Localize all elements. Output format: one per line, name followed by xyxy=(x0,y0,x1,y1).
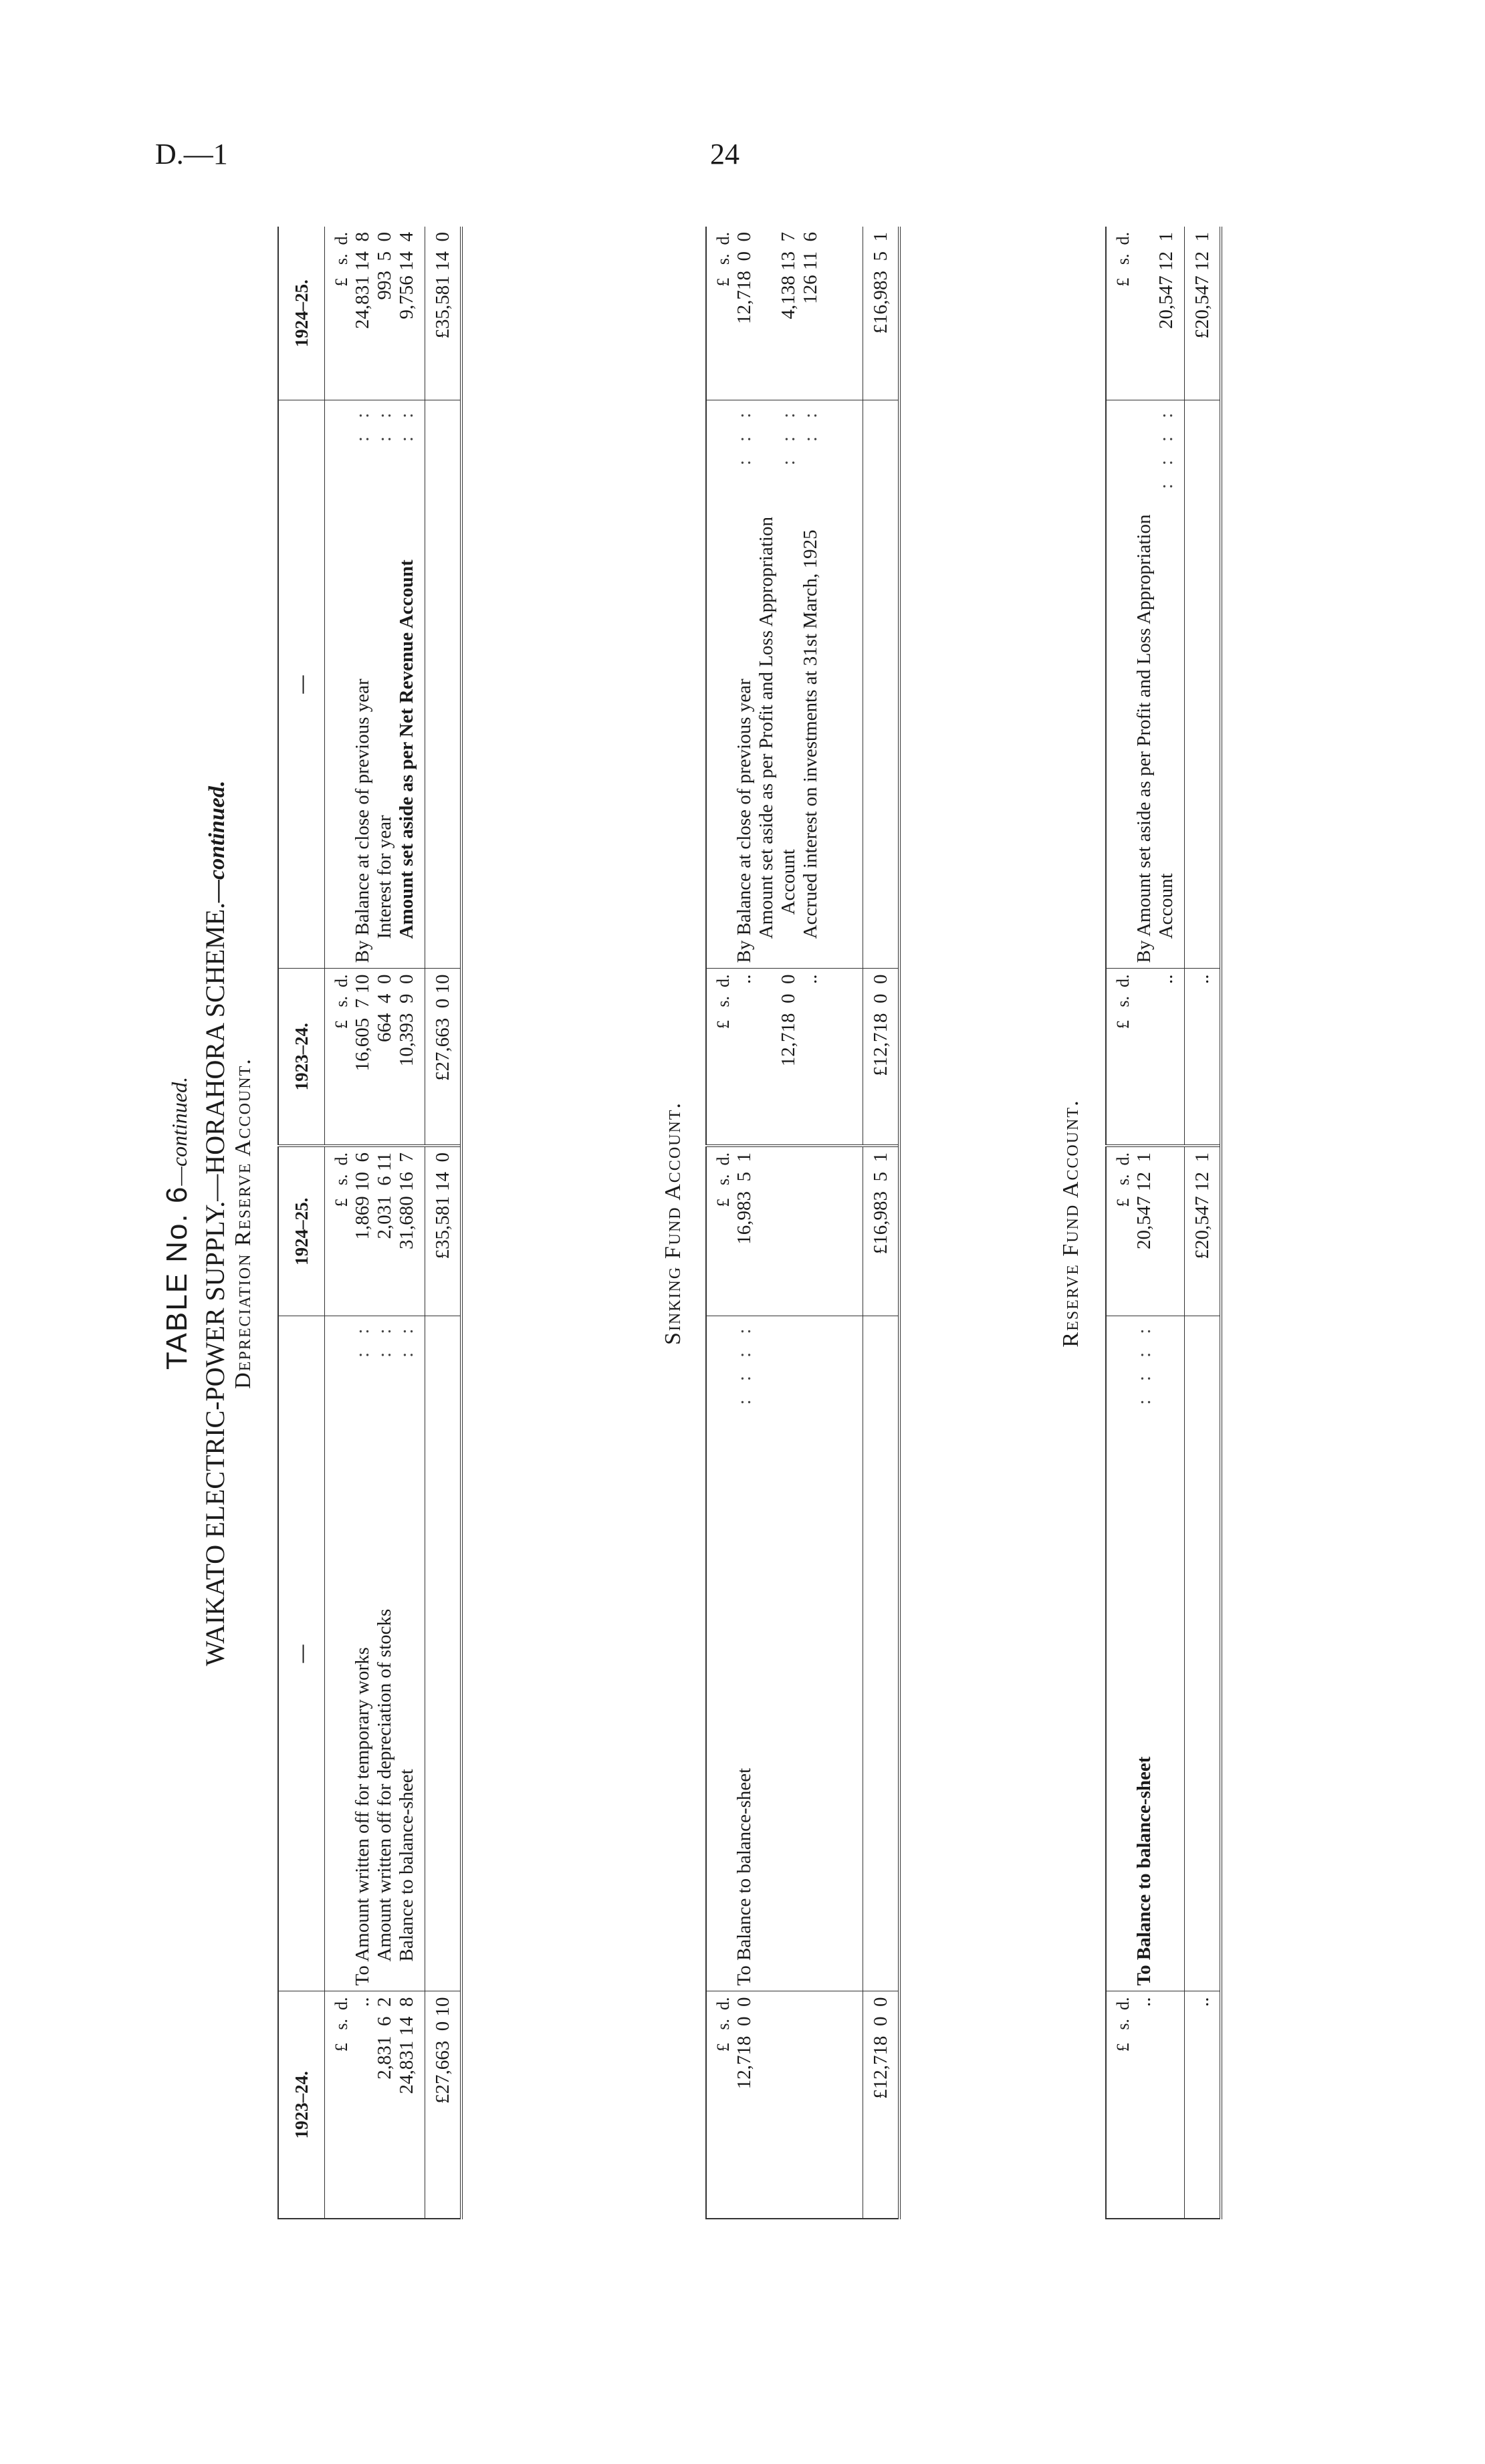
debit-description-column: To Balance to balance-sheet : : : : xyxy=(1106,1316,1185,1991)
credit-1924-25-column: £ s. d. 12,718 0 0 4,138 13 7 126 11 6 xyxy=(706,227,863,400)
credit-total-1924-25: £20,547 12 1 xyxy=(1185,227,1222,400)
depreciation-table xyxy=(277,227,463,2219)
debit-total-1924-25: £20,547 12 1 xyxy=(1185,1146,1222,1316)
debit-description-column: To Balance to balance-sheet : : : : xyxy=(706,1316,863,1991)
credit-total-1923-24: £27,663 0 10 xyxy=(425,969,462,1146)
col-1924-25: 1924–25. xyxy=(278,227,325,400)
debit-total-1924-25: £35,581 14 0 xyxy=(425,1146,462,1316)
col-dash: — xyxy=(278,400,325,969)
col-dash: — xyxy=(278,1316,325,1991)
table-number-title: TABLE No. 6—continued. xyxy=(160,1076,193,1370)
credit-description-column: By Balance at close of previous year : : : Amount set aside as per Profit and Loss Appropriation Account : : : Accrued interest on investments at 31st March, 1925 : : xyxy=(706,400,863,969)
debit-total-1924-25: £16,983 5 1 xyxy=(863,1146,900,1316)
debit-total-1923-24: £27,663 0 10 xyxy=(425,1991,462,2219)
depreciation-title: Depreciation Reserve Account. xyxy=(231,1058,255,1389)
scheme-title: WAIKATO ELECTRIC-POWER SUPPLY.—HORAHORA SCHEME.—continued. xyxy=(200,780,230,1667)
credit-description-column: By Balance at close of previous year : : Interest for year : : Amount set aside as per Net Revenue Account : : xyxy=(325,400,425,969)
col-1924-25: 1924–25. xyxy=(278,1146,325,1316)
rotated-table-region xyxy=(144,227,1254,2219)
reserve-fund-title: Reserve Fund Account. xyxy=(1058,1099,1083,1348)
debit-1923-24-column: £ s. d. .. 2,831 6 2 24,831 14 8 xyxy=(325,1991,425,2219)
debit-total-1923-24: .. xyxy=(1185,1991,1222,2219)
credit-1924-25-column: £ s. d. 20,547 12 1 xyxy=(1106,227,1185,400)
reserve-fund-table xyxy=(1105,227,1222,2219)
credit-1924-25-column: £ s. d. 24,831 14 8 993 5 0 9,756 14 4 xyxy=(325,227,425,400)
sinking-fund-title: Sinking Fund Account. xyxy=(661,1102,685,1345)
debit-total-1923-24: £12,718 0 0 xyxy=(863,1991,900,2219)
page-code: D.—1 xyxy=(155,138,228,170)
debit-1923-24-column: £ s. d. .. xyxy=(1106,1991,1185,2219)
debit-1924-25-column: £ s. d. 20,547 12 1 xyxy=(1106,1146,1185,1316)
credit-total-1924-25: £16,983 5 1 xyxy=(863,227,900,400)
debit-description-column: To Amount written off for temporary works : : Amount written off for depreciation of stocks : : Balance to balance-sheet : : xyxy=(325,1316,425,1991)
credit-1923-24-column: £ s. d. 16,605 7 10 664 4 0 10,393 9 0 xyxy=(325,969,425,1146)
debit-1923-24-column: £ s. d. 12,718 0 0 xyxy=(706,1991,863,2219)
col-1923-24: 1923–24. xyxy=(278,969,325,1146)
col-1923-24: 1923–24. xyxy=(278,1991,325,2219)
credit-description-column: By Amount set aside as per Profit and Loss Appropriation Account : : : : xyxy=(1106,400,1185,969)
credit-1923-24-column: £ s. d. .. 12,718 0 0 .. xyxy=(706,969,863,1146)
sinking-fund-table xyxy=(705,227,901,2219)
credit-total-1923-24: .. xyxy=(1185,969,1222,1146)
credit-total-1924-25: £35,581 14 0 xyxy=(425,227,462,400)
credit-1923-24-column: £ s. d. .. xyxy=(1106,969,1185,1146)
credit-total-1923-24: £12,718 0 0 xyxy=(863,969,900,1146)
page-number: 24 xyxy=(710,138,739,170)
debit-1924-25-column: £ s. d. 1,869 10 6 2,031 6 11 31,680 16 7 xyxy=(325,1146,425,1316)
debit-1924-25-column: £ s. d. 16,983 5 1 xyxy=(706,1146,863,1316)
